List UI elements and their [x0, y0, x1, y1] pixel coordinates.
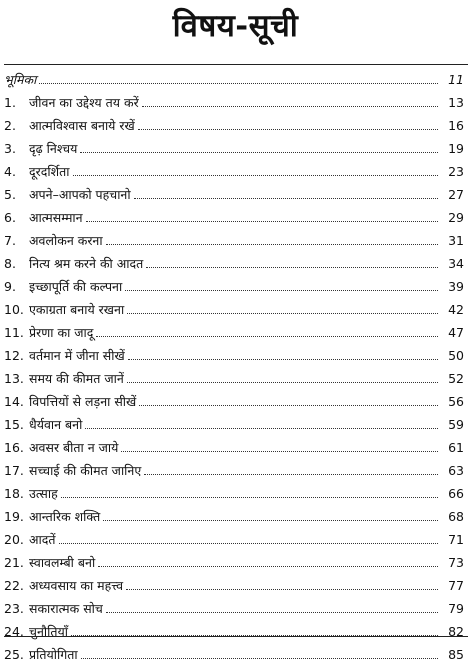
dot-leader: [139, 405, 438, 406]
toc-entry-page: 85: [448, 646, 464, 662]
dot-leader: [98, 566, 438, 567]
toc-entry-page: 79: [448, 600, 464, 616]
dot-leader: [103, 520, 438, 521]
bottom-rule: [4, 636, 468, 637]
toc-entry-title: अध्यवसाय का महत्त्व: [29, 578, 126, 594]
dot-leader: [61, 497, 438, 498]
toc-entry-preface[interactable]: [4, 68, 468, 91]
toc-entry-page: 19: [448, 140, 464, 156]
toc-entry-title: धैर्यवान बनो: [29, 417, 85, 433]
toc-entry-page: 47: [448, 324, 464, 340]
toc-entry-title: अपने–आपको पहचानो: [29, 187, 134, 203]
toc-entry-number: 1.: [4, 94, 16, 110]
toc-entry-number: 3.: [4, 140, 16, 156]
dot-leader: [127, 313, 438, 314]
toc-entry-number: 25.: [4, 646, 24, 662]
toc-entry-title: भूमिका: [4, 72, 39, 88]
toc-entry-title: विपत्तियों से लड़ना सीखें: [29, 394, 139, 410]
toc-entry-number: 17.: [4, 462, 24, 478]
dot-leader: [142, 106, 438, 107]
toc-entry-page: 68: [448, 508, 464, 524]
toc-entry-title: समय की कीमत जानें: [29, 371, 127, 387]
toc-entry[interactable]: [4, 643, 468, 666]
dot-leader: [127, 382, 438, 383]
toc-entry[interactable]: [4, 574, 468, 597]
dot-leader: [106, 244, 438, 245]
dot-leader: [86, 221, 438, 222]
toc-entry-number: 9.: [4, 278, 16, 294]
toc-entry-number: 14.: [4, 393, 24, 409]
dot-leader: [96, 336, 438, 337]
toc-entry-page: 61: [448, 439, 464, 455]
toc-entry[interactable]: [4, 551, 468, 574]
toc-entry-title: दृढ़ निश्चय: [29, 141, 80, 157]
toc-entry-title: जीवन का उद्देश्य तय करें: [29, 95, 142, 111]
dot-leader: [106, 612, 438, 613]
toc-entry-title: स्वावलम्बी बनो: [29, 555, 98, 571]
toc-entry-title: आत्मविश्वास बनाये रखें: [29, 118, 138, 134]
toc-entry[interactable]: [4, 459, 468, 482]
toc-entry[interactable]: [4, 183, 468, 206]
toc-entry-page: 71: [448, 531, 464, 547]
toc-entry-title: एकाग्रता बनाये रखना: [29, 302, 127, 318]
toc-entry-title: सकारात्मक सोच: [29, 601, 106, 617]
toc-entry-number: 24.: [4, 623, 24, 639]
toc-entry-number: 4.: [4, 163, 16, 179]
toc-entry-title: प्रतियोगिता: [29, 647, 81, 663]
dot-leader: [138, 129, 438, 130]
toc-entry-number: 15.: [4, 416, 24, 432]
toc-entry[interactable]: [4, 597, 468, 620]
toc-entry-page: 11: [448, 71, 464, 87]
toc-entry-number: 18.: [4, 485, 24, 501]
toc-entry[interactable]: [4, 321, 468, 344]
toc-entry-number: 7.: [4, 232, 16, 248]
toc-entry-page: 39: [448, 278, 464, 294]
toc-entry-title: सच्चाई की कीमत जानिए: [29, 463, 144, 479]
toc-entry-page: 66: [448, 485, 464, 501]
dot-leader: [59, 543, 438, 544]
toc-entry-number: 16.: [4, 439, 24, 455]
toc-entry-number: 8.: [4, 255, 16, 271]
dot-leader: [128, 359, 438, 360]
dot-leader: [144, 474, 438, 475]
toc-entry-title: आदतें: [29, 532, 59, 548]
toc-entry[interactable]: [4, 91, 468, 114]
toc-entry-page: 59: [448, 416, 464, 432]
toc-entry-number: 19.: [4, 508, 24, 524]
toc-entry-page: 42: [448, 301, 464, 317]
toc-entry-title: उत्साह: [29, 486, 61, 502]
toc-entry-number: 22.: [4, 577, 24, 593]
toc-entry-title: चुनौतियाँ: [29, 624, 71, 640]
toc-entry-page: 82: [448, 623, 464, 639]
toc-entry[interactable]: [4, 505, 468, 528]
toc-entry-title: आत्मसम्मान: [29, 210, 86, 226]
toc-entry[interactable]: [4, 206, 468, 229]
top-rule: [4, 64, 468, 65]
toc-entry-number: 20.: [4, 531, 24, 547]
toc-entry-page: 16: [448, 117, 464, 133]
dot-leader: [81, 658, 438, 659]
toc-entry[interactable]: [4, 482, 468, 505]
dot-leader: [80, 152, 438, 153]
toc-entry-number: 12.: [4, 347, 24, 363]
toc-entry-number: 13.: [4, 370, 24, 386]
toc-entry-page: 52: [448, 370, 464, 386]
toc-entry-title: अवलोकन करना: [29, 233, 106, 249]
toc-entry-title: प्रेरणा का जादू: [29, 325, 96, 341]
page-title: विषय-सूची: [172, 8, 299, 44]
toc-entry-title: आन्तरिक शक्ति: [29, 509, 103, 525]
dot-leader: [121, 451, 438, 452]
toc-entry-number: 10.: [4, 301, 24, 317]
toc-entry[interactable]: [4, 298, 468, 321]
dot-leader: [125, 290, 438, 291]
toc-entry[interactable]: [4, 528, 468, 551]
toc-entry-page: 56: [448, 393, 464, 409]
toc-entry-page: 77: [448, 577, 464, 593]
toc-entry[interactable]: [4, 252, 468, 275]
toc-entry-page: 23: [448, 163, 464, 179]
toc-entry-page: 29: [448, 209, 464, 225]
toc-entry-page: 73: [448, 554, 464, 570]
dot-leader: [126, 589, 438, 590]
dot-leader: [134, 198, 438, 199]
toc-entry-title: इच्छापूर्ति की कल्पना: [29, 279, 125, 295]
toc-entry-number: 6.: [4, 209, 16, 225]
dot-leader: [39, 83, 438, 84]
toc-entry-number: 2.: [4, 117, 16, 133]
toc-entry-number: 5.: [4, 186, 16, 202]
toc-entry-title: वर्तमान में जीना सीखें: [29, 348, 128, 364]
dot-leader: [146, 267, 438, 268]
toc-entry[interactable]: [4, 367, 468, 390]
dot-leader: [85, 428, 438, 429]
toc-entry-page: 50: [448, 347, 464, 363]
toc-entry[interactable]: [4, 160, 468, 183]
toc-entry-page: 63: [448, 462, 464, 478]
toc-entry-page: 27: [448, 186, 464, 202]
toc-entry[interactable]: [4, 229, 468, 252]
dot-leader: [73, 175, 439, 176]
toc-entry[interactable]: [4, 390, 468, 413]
toc-entry-number: 23.: [4, 600, 24, 616]
toc-entry[interactable]: [4, 137, 468, 160]
toc-entry-title: अवसर बीता न जाये: [29, 440, 121, 456]
toc-entry-number: 21.: [4, 554, 24, 570]
toc-entry[interactable]: [4, 114, 468, 137]
toc-entry[interactable]: [4, 436, 468, 459]
table-of-contents: [4, 68, 468, 666]
toc-entry-title: दूरदर्शिता: [29, 164, 73, 180]
toc-entry-title: नित्य श्रम करने की आदत: [29, 256, 146, 272]
toc-entry[interactable]: [4, 413, 468, 436]
toc-entry-page: 31: [448, 232, 464, 248]
toc-entry-number: 11.: [4, 324, 24, 340]
toc-entry[interactable]: [4, 275, 468, 298]
toc-entry-page: 13: [448, 94, 464, 110]
toc-entry[interactable]: [4, 344, 468, 367]
toc-entry-page: 34: [448, 255, 464, 271]
